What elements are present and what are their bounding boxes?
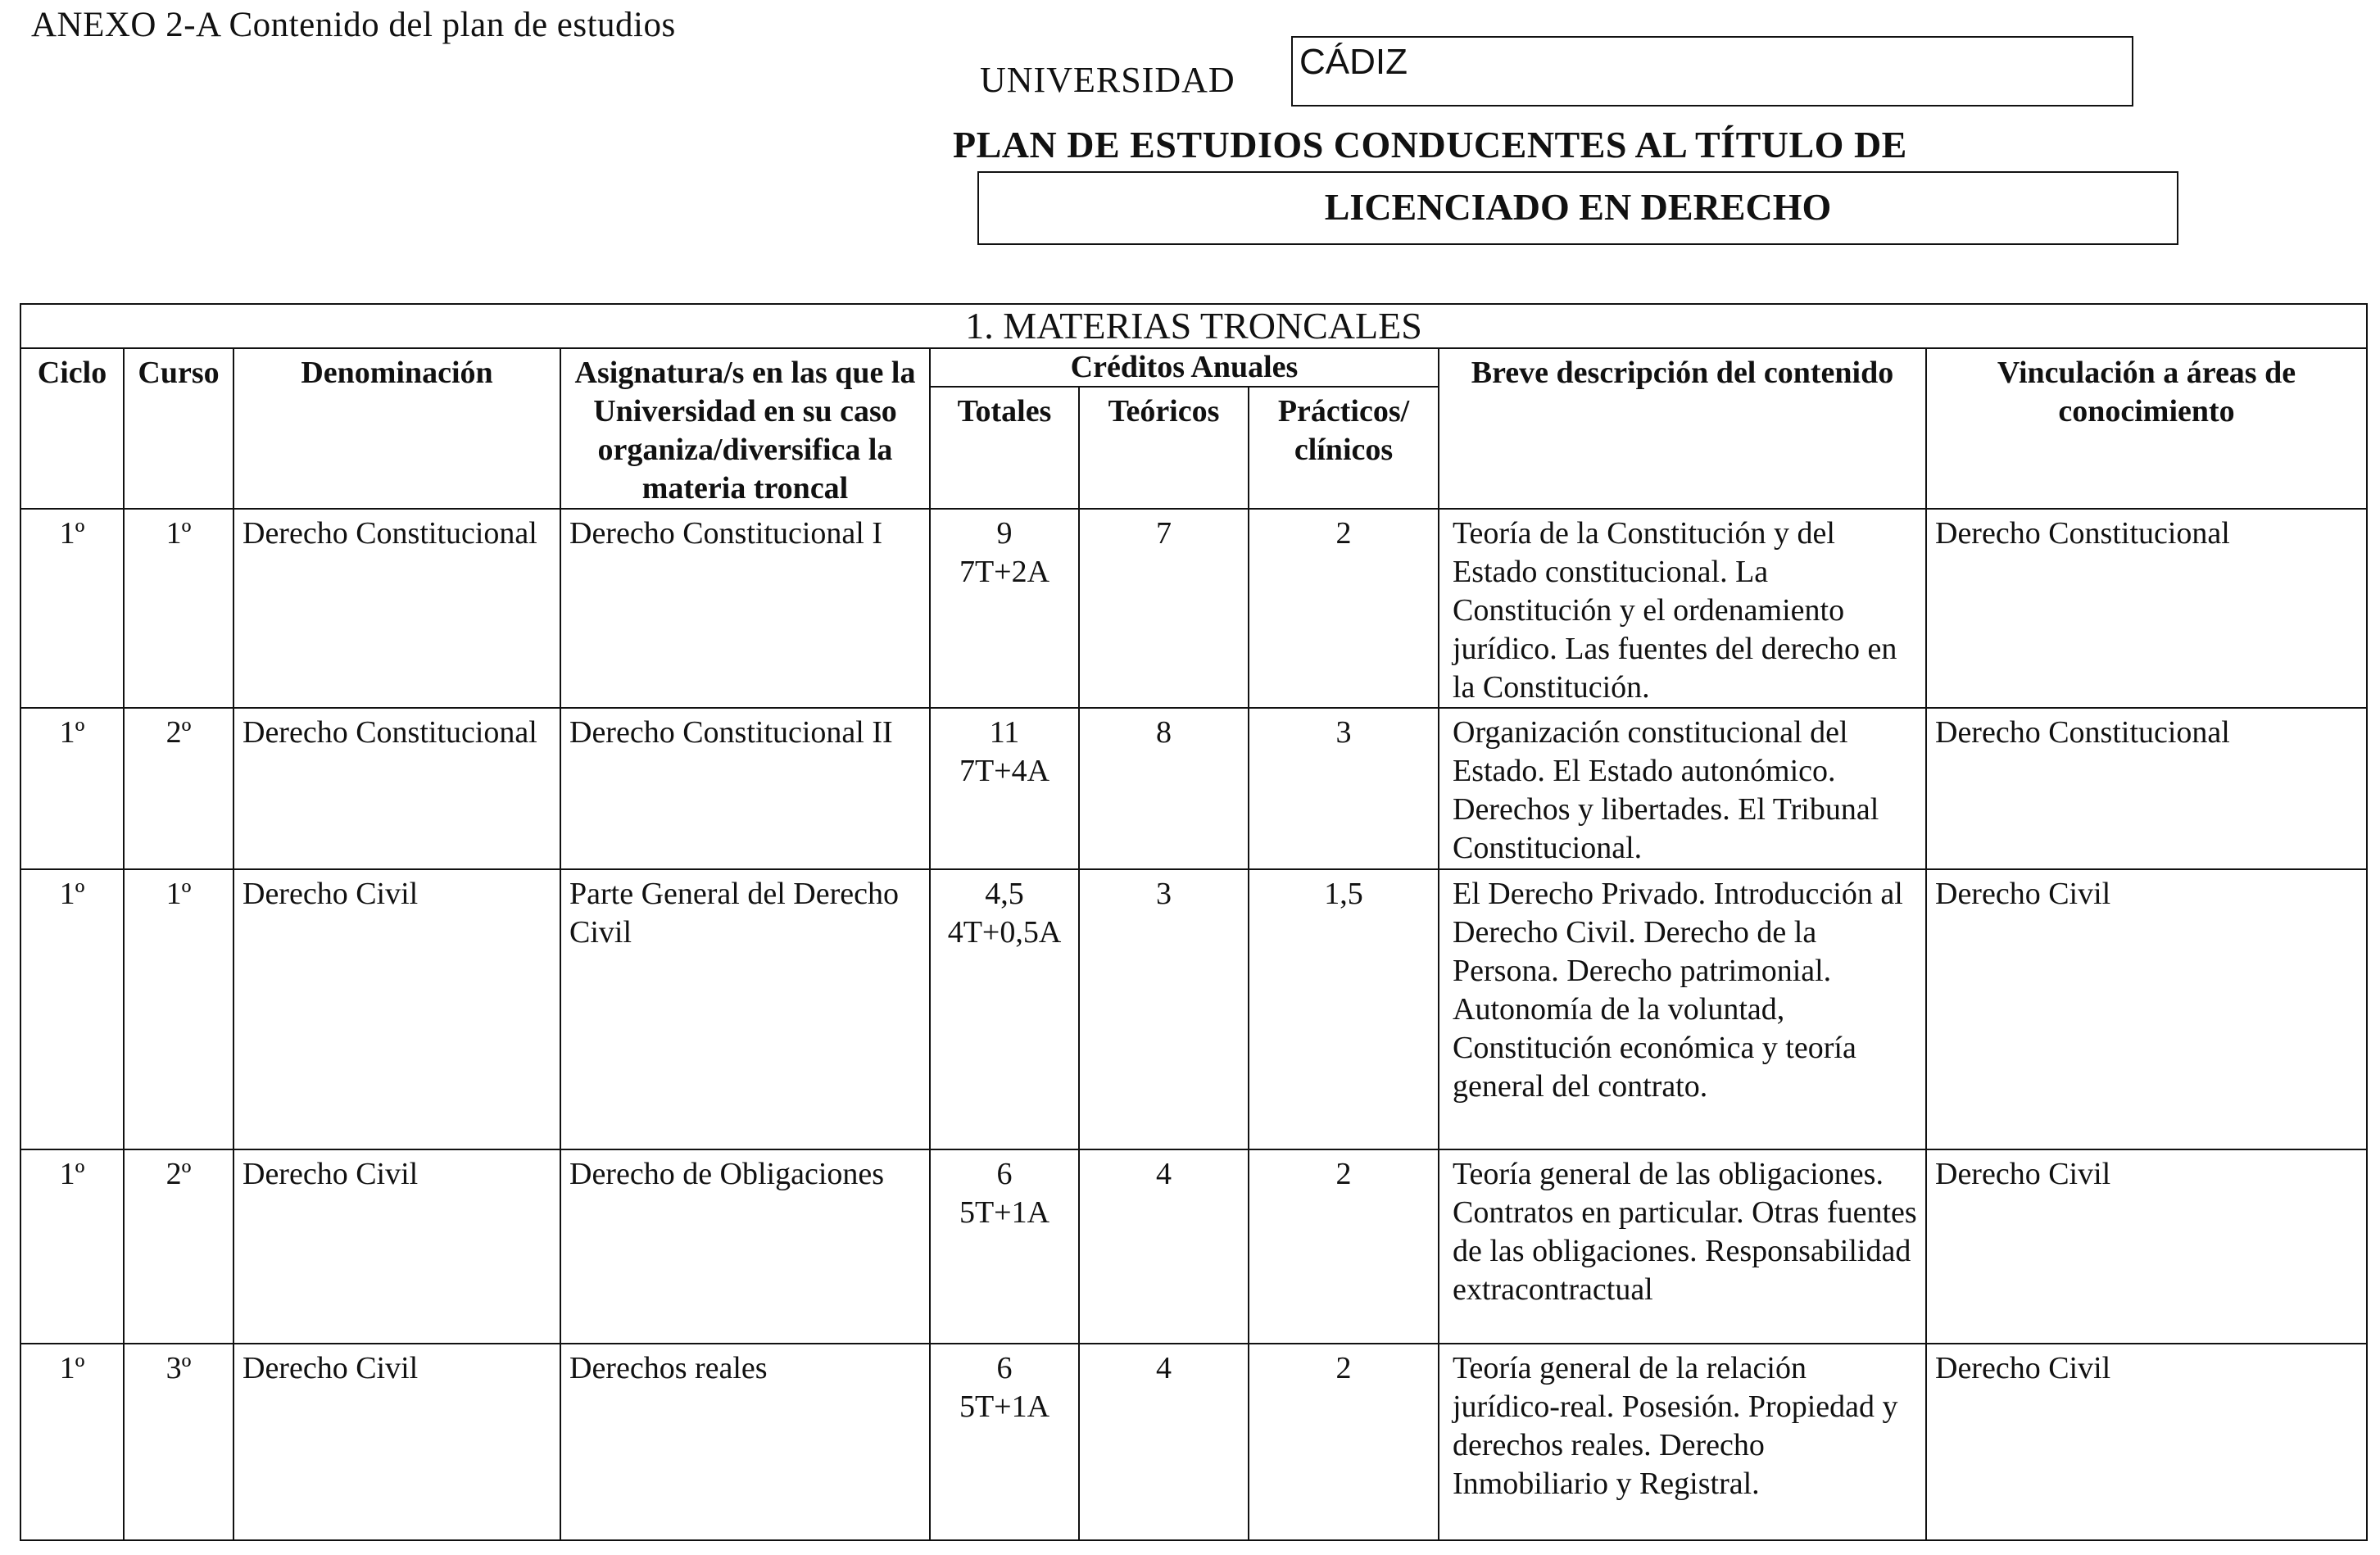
cell-curso: 2º [124, 1149, 233, 1344]
cell-curso: 3º [124, 1344, 233, 1540]
cell-teoricos: 4 [1079, 1344, 1249, 1540]
cell-denominacion: Derecho Civil [233, 869, 560, 1149]
cell-asignatura: Parte General del Derecho Civil [560, 869, 930, 1149]
table-row [20, 1149, 2367, 1344]
degree-title-box: LICENCIADO EN DERECHO [977, 171, 2178, 245]
totales-value: 11 [989, 715, 1020, 750]
cell-asignatura: Derecho Constitucional I [560, 509, 930, 708]
header-vinculacion: Vinculación a áreas de conocimiento [1926, 348, 2367, 509]
cell-vinculacion: Derecho Civil [1926, 1149, 2367, 1344]
cell-descripcion: Teoría general de las obligaciones. Contratos en particular. Otras fuentes de las obligaciones. Responsabilidad extracontractual [1439, 1149, 1926, 1344]
subjects-table [20, 303, 2368, 1541]
plan-label: PLAN DE ESTUDIOS CONDUCENTES AL TÍTULO DE [953, 124, 1907, 165]
cell-totales [930, 708, 1079, 869]
cell-totales [930, 509, 1079, 708]
cell-ciclo: 1º [20, 1149, 124, 1344]
cell-teoricos: 4 [1079, 1149, 1249, 1344]
cell-denominacion: Derecho Civil [233, 1149, 560, 1344]
table-row [20, 708, 2367, 869]
totales-detail: 5T+1A [959, 1390, 1050, 1424]
cell-ciclo: 1º [20, 1344, 124, 1540]
cell-descripcion: El Derecho Privado. Introducción al Derecho Civil. Derecho de la Persona. Derecho patrimonial. Autonomía de la voluntad, Constitución económica y teoría general del contrato. [1439, 869, 1926, 1149]
header-totales: Totales [930, 387, 1079, 509]
cell-denominacion: Derecho Constitucional [233, 708, 560, 869]
cell-totales [930, 869, 1079, 1149]
totales-detail: 7T+4A [959, 754, 1050, 788]
cell-asignatura: Derecho Constitucional II [560, 708, 930, 869]
totales-value: 6 [996, 1157, 1013, 1191]
cell-curso: 1º [124, 509, 233, 708]
cell-totales [930, 1149, 1079, 1344]
header-ciclo: Ciclo [20, 348, 124, 509]
cell-descripcion: Teoría general de la relación jurídico-real. Posesión. Propiedad y derechos reales. Derecho Inmobiliario y Registral. [1439, 1344, 1926, 1540]
header-teoricos: Teóricos [1079, 387, 1249, 509]
cell-practicos: 2 [1249, 1149, 1439, 1344]
university-label: UNIVERSIDAD [980, 60, 1235, 100]
cell-totales [930, 1344, 1079, 1540]
cell-practicos: 2 [1249, 1344, 1439, 1540]
header-denominacion: Denominación [233, 348, 560, 509]
totales-value: 4,5 [985, 877, 1024, 911]
totales-detail: 4T+0,5A [947, 915, 1062, 950]
cell-descripcion: Teoría de la Constitución y del Estado constitucional. La Constitución y el ordenamiento jurídico. Las fuentes del derecho en la Constitución. [1439, 509, 1926, 708]
cell-practicos: 2 [1249, 509, 1439, 708]
table-row [20, 509, 2367, 708]
header-curso: Curso [124, 348, 233, 509]
cell-curso: 2º [124, 708, 233, 869]
header-descripcion: Breve descripción del contenido [1439, 348, 1926, 509]
cell-ciclo: 1º [20, 708, 124, 869]
header-asignatura: Asignatura/s en las que la Universidad en su caso organiza/diversifica la materia troncal [560, 348, 930, 509]
cell-asignatura: Derecho de Obligaciones [560, 1149, 930, 1344]
cell-practicos: 3 [1249, 708, 1439, 869]
cell-teoricos: 7 [1079, 509, 1249, 708]
cell-denominacion: Derecho Civil [233, 1344, 560, 1540]
totales-value: 6 [996, 1351, 1013, 1385]
cell-practicos: 1,5 [1249, 869, 1439, 1149]
totales-detail: 7T+2A [959, 555, 1050, 589]
cell-teoricos: 8 [1079, 708, 1249, 869]
table-row [20, 1344, 2367, 1540]
cell-denominacion: Derecho Constitucional [233, 509, 560, 708]
cell-vinculacion: Derecho Civil [1926, 1344, 2367, 1540]
cell-vinculacion: Derecho Civil [1926, 869, 2367, 1149]
cell-teoricos: 3 [1079, 869, 1249, 1149]
cell-ciclo: 1º [20, 869, 124, 1149]
header-practicos: Prácticos/ clínicos [1249, 387, 1439, 509]
annex-title: ANEXO 2-A Contenido del plan de estudios [31, 6, 676, 44]
totales-value: 9 [996, 516, 1013, 551]
cell-descripcion: Organización constitucional del Estado. El Estado autonómico. Derechos y libertades. El Tribunal Constitucional. [1439, 708, 1926, 869]
header-creditos-anuales: Créditos Anuales [930, 348, 1439, 387]
university-name-box: CÁDIZ [1291, 36, 2133, 107]
cell-vinculacion: Derecho Constitucional [1926, 708, 2367, 869]
section-title: 1. MATERIAS TRONCALES [20, 304, 2367, 348]
cell-vinculacion: Derecho Constitucional [1926, 509, 2367, 708]
cell-curso: 1º [124, 869, 233, 1149]
totales-detail: 5T+1A [959, 1195, 1050, 1230]
cell-asignatura: Derechos reales [560, 1344, 930, 1540]
table-row [20, 869, 2367, 1149]
cell-ciclo: 1º [20, 509, 124, 708]
